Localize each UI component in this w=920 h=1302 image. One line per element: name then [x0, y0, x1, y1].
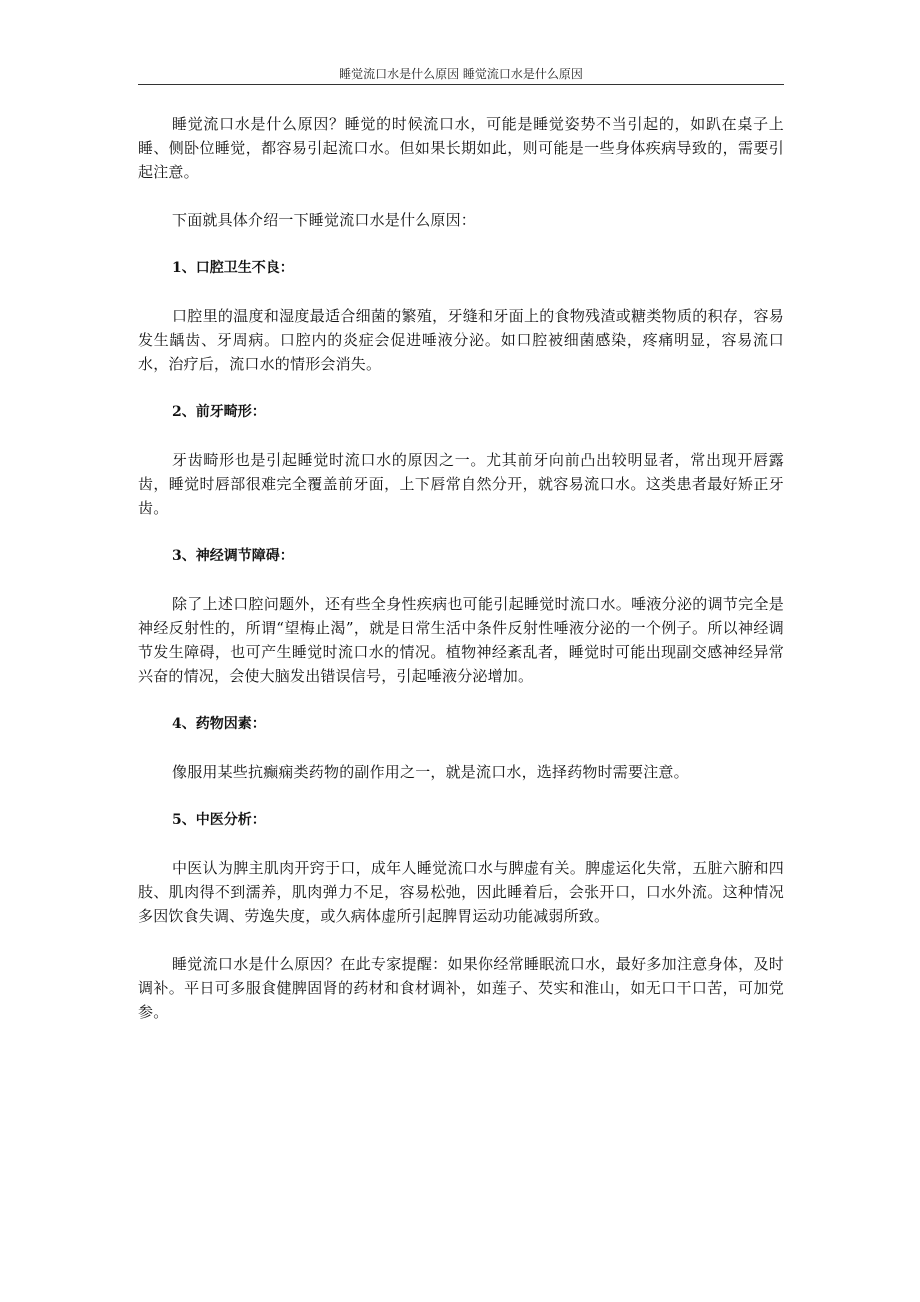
section-heading-oral-hygiene: 1、口腔卫生不良：	[172, 260, 294, 276]
article-body	[138, 112, 784, 1024]
section-body-oral-hygiene: 口腔里的温度和湿度最适合细菌的繁殖，牙缝和牙面上的食物残渣或糖类物质的积存，容易发生龋齿、牙周病。口腔内的炎症会促进唾液分泌。如口腔被细菌感染，疼痛明显，容易流口水，治疗后，流口水的情形会消失。	[138, 307, 784, 373]
section-heading-front-teeth: 2、前牙畸形：	[172, 404, 266, 420]
intro-paragraph: 睡觉流口水是什么原因？睡觉的时候流口水，可能是睡觉姿势不当引起的，如趴在桌子上睡、侧卧位睡觉，都容易引起流口水。但如果长期如此，则可能是一些身体疾病导致的，需要引起注意。	[138, 115, 784, 181]
section-body-tcm: 中医认为脾主肌肉开窍于口，成年人睡觉流口水与脾虚有关。脾虚运化失常，五脏六腑和四肢、肌肉得不到濡养，肌肉弹力不足，容易松弛，因此睡着后，会张开口，口水外流。这种情况多因饮食失调、劳逸失度，或久病体虚所引起脾胃运动功能减弱所致。	[138, 859, 784, 925]
closing-paragraph: 睡觉流口水是什么原因？在此专家提醒：如果你经常睡眠流口水，最好多加注意身体，及时调补。平日可多服食健脾固肾的药材和食材调补，如莲子、芡实和淮山，如无口干口苦，可加党参。	[138, 955, 784, 1021]
running-header: 睡觉流口水是什么原因 睡觉流口水是什么原因	[339, 67, 583, 81]
section-body-medication: 像服用某些抗癫痫类药物的副作用之一，就是流口水，选择药物时需要注意。	[172, 763, 689, 781]
section-body-front-teeth: 牙齿畸形也是引起睡觉时流口水的原因之一。尤其前牙向前凸出较明显者，常出现开唇露齿，睡觉时唇部很难完全覆盖前牙面，上下唇常自然分开，就容易流口水。这类患者最好矫正牙齿。	[138, 451, 784, 517]
lead-paragraph: 下面就具体介绍一下睡觉流口水是什么原因：	[172, 211, 477, 229]
section-heading-medication: 4、药物因素：	[172, 716, 266, 732]
section-body-nerve-regulation: 除了上述口腔问题外，还有些全身性疾病也可能引起睡觉时流口水。唾液分泌的调节完全是神经反射性的，所谓“望梅止渴”，就是日常生活中条件反射性唾液分泌的一个例子。所以神经调节发生障碍，也可产生睡觉时流口水的情况。植物神经紊乱者，睡觉时可能出现副交感神经异常兴奋的情况，会使大脑发出错误信号，引起唾液分泌增加。	[138, 595, 784, 685]
header-rule	[138, 84, 784, 85]
section-heading-nerve-regulation: 3、神经调节障碍：	[172, 548, 294, 564]
section-heading-tcm: 5、中医分析：	[172, 812, 266, 828]
